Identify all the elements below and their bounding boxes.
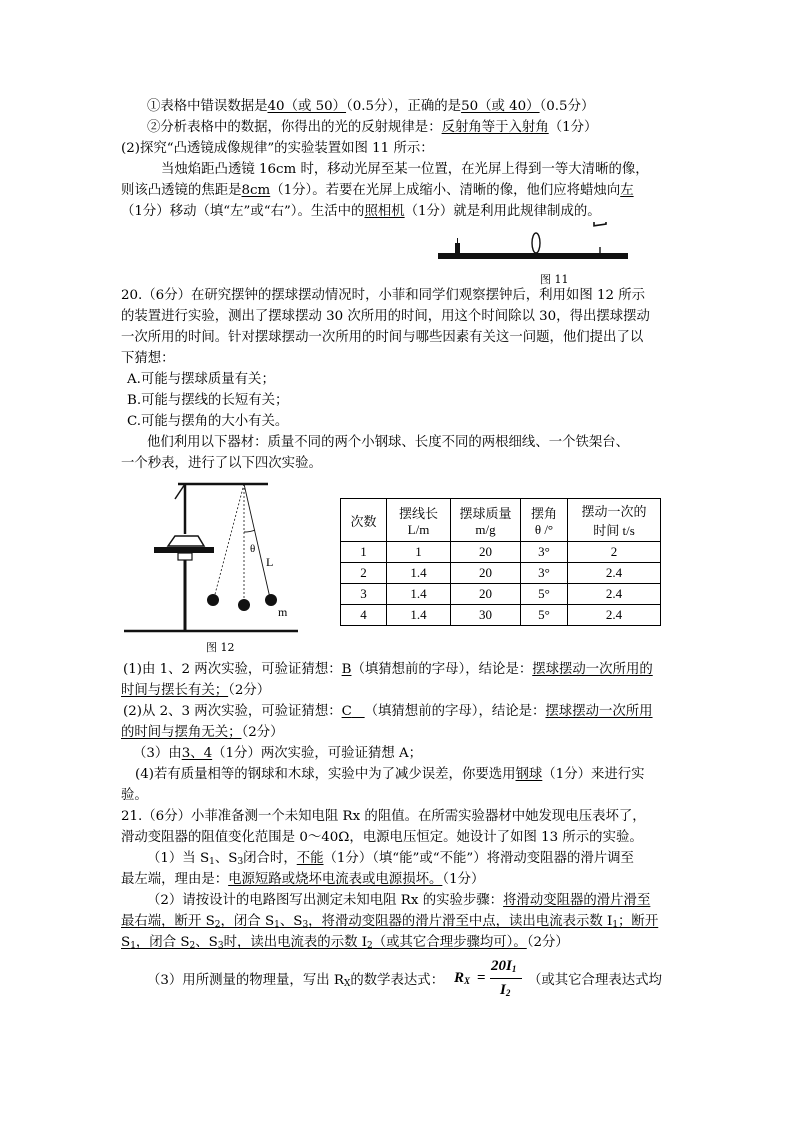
label-L: L <box>266 555 274 569</box>
answer-error-data: 40（或 50） <box>267 99 347 114</box>
s20-q2-line-2: 的时间与摆角无关；（2分） <box>121 725 284 740</box>
s21-p1-line-1: （1）当 $S_1$、$S_3$闭合时，不能（1分）（填“能”或“不能”）将滑动变阻器的滑片调至 <box>147 851 634 867</box>
s19-line-2: ②分析表格中的数据，你得出的光的反射规律是：反射角等于入射角（1分） <box>147 120 598 135</box>
s20-q4-line-2: 验。 <box>121 788 148 803</box>
th-time: 摆动一次的 时间 t/s <box>568 499 661 542</box>
th-count: 次数 <box>341 499 387 542</box>
clamp-head <box>168 536 204 546</box>
s19-line-3: (2)探究“凸透镜成像规律”的实验装置如图 11 所示： <box>121 141 434 156</box>
experiment-table <box>340 498 661 626</box>
s21-line-2: 滑动变阻器的阻值变化范围是 0～40Ω，电源电压恒定。她设计了如图 13 所示的实验。 <box>121 830 643 845</box>
answer-correct-data: 50（或 40） <box>461 99 540 114</box>
s19-line-4: 当烛焰距凸透镜 16cm 时，移动光屏至某一位置，在光屏上得到一等大清晰的像， <box>161 162 649 177</box>
formula-denominator: $I_2$ <box>500 982 511 998</box>
s20-q3: （3）由3、4（1分）两次实验，可验证猜想 A； <box>133 746 423 761</box>
thread-left <box>214 484 244 598</box>
answer-reflection-law: 反射角等于入射角 <box>441 120 549 135</box>
s20-q1-line-1: (1)由 1、2 两次实验，可验证猜想：B（填猜想前的字母），结论是：摆球摆动一次所用的 <box>123 662 653 677</box>
th-length: 摆线长 L/m <box>387 499 451 542</box>
clamp-block <box>178 553 192 560</box>
s20-line-6: 一个秒表，进行了以下四次实验。 <box>121 456 322 471</box>
guess-c: C.可能与摆角的大小有关。 <box>127 414 289 429</box>
th-mass: 摆球质量 m/g <box>451 499 521 542</box>
answer-q4: 钢球 <box>515 767 543 782</box>
s21-p3-line: （3）用所测量的物理量，写出 $R_X$的数学表达式： <box>147 973 445 989</box>
thread-right <box>244 484 270 598</box>
guess-a: A.可能与摆球质量有关； <box>127 372 275 387</box>
answer-q2-guess: C <box>341 704 352 719</box>
table-row: 1 1 20 3° 2 <box>341 542 661 563</box>
s20-q1-line-2: 时间与摆长有关；（2分） <box>121 683 271 698</box>
answer-p2-steps: 将滑动变阻器的滑片滑至 <box>503 893 651 908</box>
s21-p2-line-2: 最右端，断开 $S_2$，闭合 $S_1$、$S_3$，将滑动变阻器的滑片滑至中点，读出电流表示数 $I_1$；断开 <box>121 914 659 930</box>
answer-q2-conclusion: 摆球摆动一次所用 <box>545 704 653 719</box>
label-theta: θ <box>250 543 256 555</box>
stand-brace <box>175 484 185 499</box>
s19-line-6: （1分）移动（填“左”或“右”）。生活中的照相机（1分）就是利用此规律制成的。 <box>121 204 601 219</box>
ball-left <box>207 594 219 606</box>
s21-p2-line-1: （2）请按设计的电路图写出测定未知电阻 Rx 的实验步骤：将滑动变阻器的滑片滑至 <box>147 893 651 908</box>
s20-line-5: 他们利用以下器材：质量不同的两个小钢球、长度不同的两根细线、一个铁架台、 <box>147 435 630 450</box>
clamp-bar <box>154 547 214 553</box>
s20-q4-line-1: (4)若有质量相等的钢球和木球，实验中为了减少误差，你要选用钢球（1分）来进行实 <box>135 767 645 782</box>
table-row: 2 1.4 20 3° 2.4 <box>341 563 661 584</box>
ball-center <box>238 599 250 611</box>
answer-direction: 左 <box>620 183 634 198</box>
answer-p1-reason: 电源短路或烧坏电流表或电源损坏。 <box>228 872 443 887</box>
answer-q3: 3、4 <box>181 746 213 761</box>
s20-line-4: 下猜想： <box>121 351 175 366</box>
angle-arc <box>244 530 255 532</box>
optical-bench-rail <box>438 253 628 259</box>
s19-line-5: 则该凸透镜的焦距是8cm（1分）。若要在光屏上成缩小、清晰的像，他们应将蜡烛向左 <box>121 183 634 198</box>
answer-q1-conclusion: 摆球摆动一次所用的 <box>532 662 653 677</box>
light-screen <box>594 222 606 226</box>
formula-fraction-bar <box>490 978 522 979</box>
s20-line-2: 的装置进行实验，测出了摆球摆动 30 次所用的时间，用这个时间除以 30，得出摆球摆动 <box>121 309 650 324</box>
s20-line-3: 一次所用的时间。针对摆球摆动一次所用的时间与哪些因素有关这一问题，他们提出了以 <box>121 330 644 345</box>
figure-11-caption: 图 11 <box>540 273 569 286</box>
answer-camera: 照相机 <box>364 204 405 219</box>
figure-11-optical-bench <box>436 222 632 266</box>
figure-12-caption: 图 12 <box>206 641 235 654</box>
s19-line-1: ①表格中错误数据是40（或 50）（0.5分），正确的是50（或 40）（0.5分） <box>147 99 595 114</box>
answer-focal-length: 8cm <box>241 183 271 198</box>
s20-q2-line-1: (2)从 2、3 两次实验，可验证猜想：C （填猜想前的字母），结论是：摆球摆动一次所用 <box>123 704 653 719</box>
convex-lens <box>532 233 540 253</box>
figure-12-pendulum <box>120 474 300 636</box>
formula-numerator: $20I_1$ <box>491 958 517 974</box>
answer-q1-guess: B <box>341 662 352 677</box>
s20-line-1: 20.（6分）在研究摆钟的摆球摆动情况时，小菲和同学们观察摆钟后，利用如图 12 所示 <box>121 288 646 303</box>
answer-p1: 不能 <box>296 851 324 866</box>
ball-right <box>265 594 277 606</box>
guess-b: B.可能与摆线的长短有关； <box>127 393 289 408</box>
table-header-row <box>341 499 661 542</box>
table-row: 4 1.4 30 5° 2.4 <box>341 605 661 626</box>
s21-p3-tail: （或其它合理表达式均 <box>528 973 662 988</box>
s21-p2-line-3: $S_1$，闭合 $S_2$、$S_3$时，读出电流表的示数 $I_2$（或其它合理步骤均可）。（2分） <box>121 935 569 951</box>
label-m: m <box>278 605 288 619</box>
s21-p1-line-2: 最左端，理由是：电源短路或烧坏电流表或电源损坏。（1分） <box>121 872 485 887</box>
s21-line-1: 21.（6分）小菲准备测一个未知电阻 Rx 的阻值。在所需实验器材中她发现电压表坏了， <box>121 809 646 824</box>
table-row: 3 1.4 20 5° 2.4 <box>341 584 661 605</box>
th-angle: 摆角 θ /° <box>521 499 568 542</box>
candle <box>455 243 460 253</box>
